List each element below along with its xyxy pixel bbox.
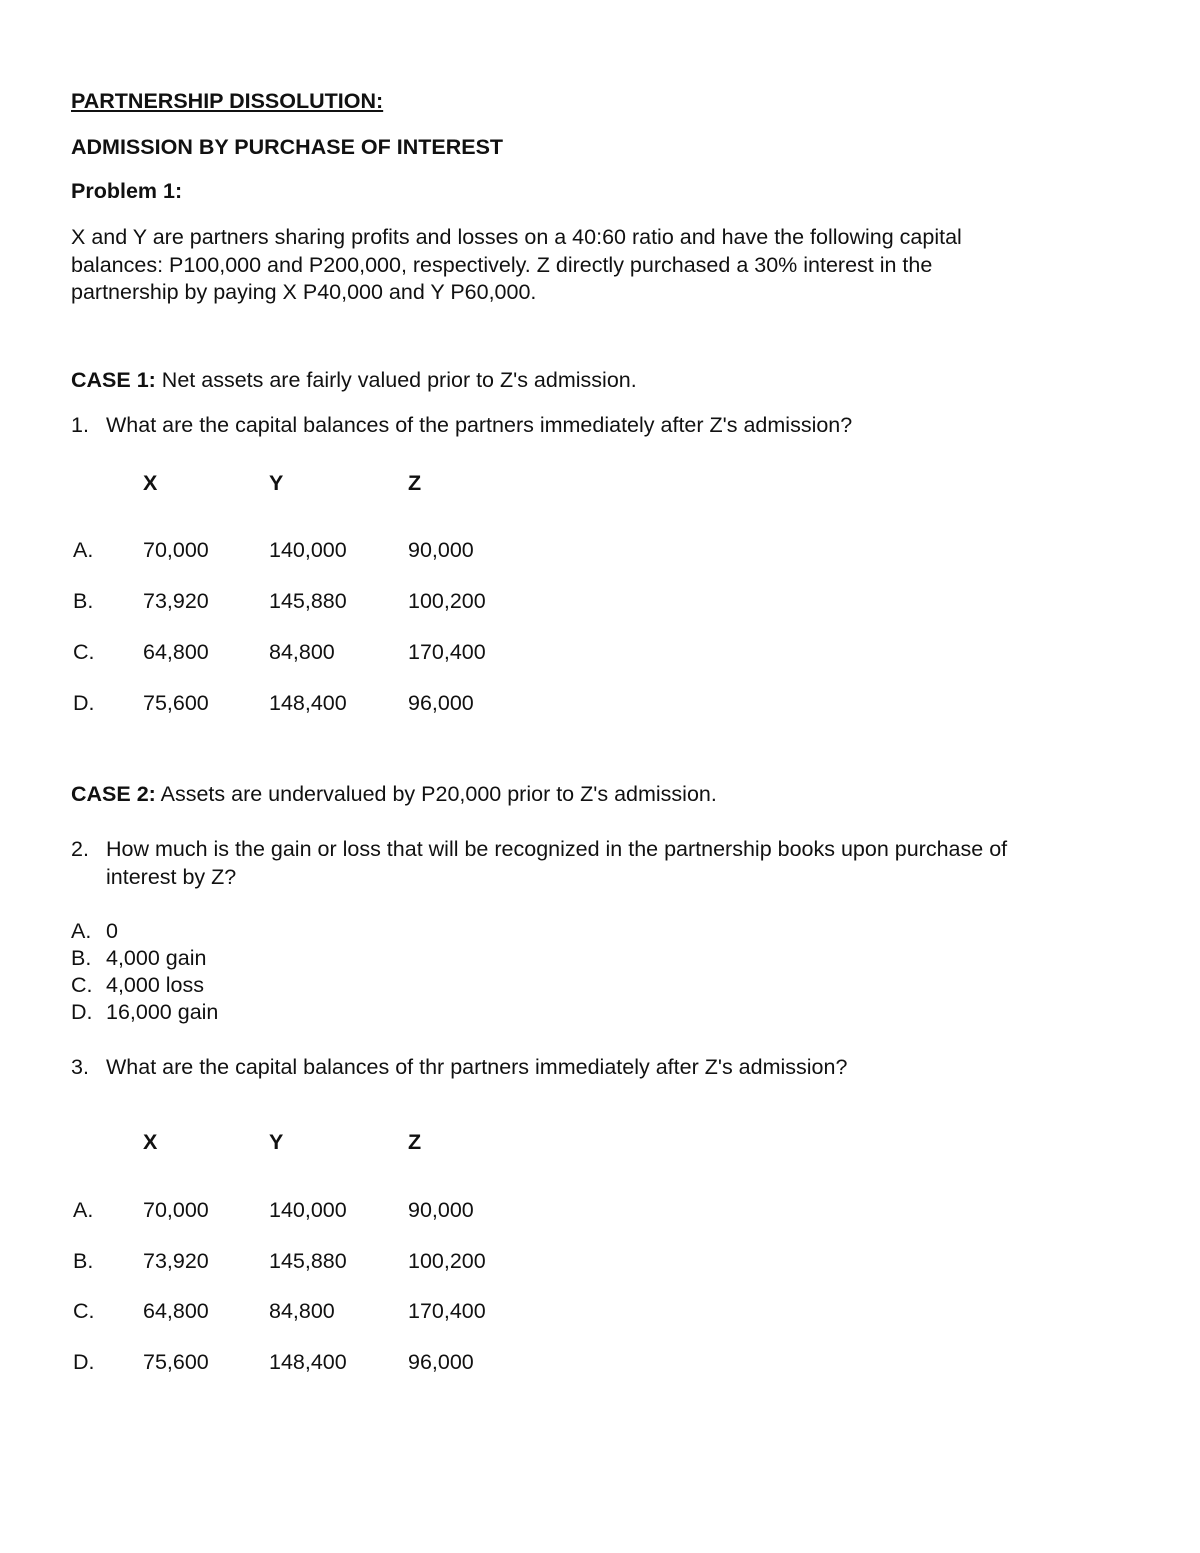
list-item bbox=[71, 999, 218, 1026]
problem-label: Problem 1: bbox=[71, 179, 183, 203]
list-item bbox=[71, 945, 218, 972]
table-cell-x: 70,000 bbox=[143, 538, 209, 562]
table-cell-x: 73,920 bbox=[143, 589, 209, 613]
case-1-text: Net assets are fairly valued prior to Z's admission. bbox=[155, 368, 637, 392]
table-row-letter: B. bbox=[73, 589, 94, 613]
table-cell-x: 75,600 bbox=[143, 691, 209, 715]
question-3-number: 3. bbox=[71, 1055, 89, 1079]
table-cell-z: 90,000 bbox=[408, 538, 474, 562]
table-cell-z: 100,200 bbox=[408, 1249, 486, 1273]
table-cell-y: 84,800 bbox=[269, 640, 335, 664]
option-text: 16,000 gain bbox=[106, 1000, 219, 1024]
document-subtitle: ADMISSION BY PURCHASE OF INTEREST bbox=[71, 135, 504, 159]
question-3-text: What are the capital balances of thr partners immediately after Z's admission? bbox=[106, 1055, 848, 1079]
table-row-letter: D. bbox=[73, 691, 95, 715]
table-cell-x: 70,000 bbox=[143, 1198, 209, 1222]
column-header-z: Z bbox=[408, 471, 422, 495]
case-1-heading bbox=[71, 368, 637, 393]
table-row-letter: C. bbox=[73, 1299, 95, 1323]
column-header-x: X bbox=[143, 1130, 158, 1154]
table-cell-x: 73,920 bbox=[143, 1249, 209, 1273]
question-2-line: interest by Z? bbox=[106, 864, 237, 889]
option-letter: D. bbox=[71, 1000, 93, 1024]
table-cell-z: 96,000 bbox=[408, 1350, 474, 1374]
table-row-letter: B. bbox=[73, 1249, 94, 1273]
table-row-letter: C. bbox=[73, 640, 95, 664]
table-cell-y: 84,800 bbox=[269, 1299, 335, 1323]
table-cell-y: 148,400 bbox=[269, 691, 347, 715]
problem-statement-line: X and Y are partners sharing profits and losses on a 40:60 ratio and have the following capital bbox=[71, 225, 962, 249]
problem-statement bbox=[71, 224, 1131, 307]
option-text: 0 bbox=[106, 919, 118, 943]
problem-statement-line: partnership by paying X P40,000 and Y P60,000. bbox=[71, 280, 537, 304]
case-2-heading bbox=[71, 782, 717, 807]
table-cell-z: 170,400 bbox=[408, 1299, 486, 1323]
question-2-options bbox=[71, 918, 218, 1026]
list-item bbox=[71, 972, 218, 999]
problem-statement-line: balances: P100,000 and P200,000, respectively. Z directly purchased a 30% interest in the bbox=[71, 252, 933, 277]
case-1-label: CASE 1: bbox=[71, 368, 156, 392]
table-cell-y: 145,880 bbox=[269, 589, 347, 613]
column-header-z: Z bbox=[408, 1130, 422, 1154]
table-cell-y: 145,880 bbox=[269, 1249, 347, 1273]
table-cell-z: 96,000 bbox=[408, 691, 474, 715]
question-2-number: 2. bbox=[71, 837, 89, 861]
table-row-letter: A. bbox=[73, 1198, 94, 1222]
table-cell-y: 148,400 bbox=[269, 1350, 347, 1374]
question-3 bbox=[71, 1055, 847, 1080]
table-row-letter: D. bbox=[73, 1350, 95, 1374]
table-cell-x: 64,800 bbox=[143, 1299, 209, 1323]
question-1 bbox=[71, 413, 852, 438]
question-1-number: 1. bbox=[71, 413, 89, 437]
question-1-text: What are the capital balances of the partners immediately after Z's admission? bbox=[106, 413, 853, 437]
table-cell-z: 100,200 bbox=[408, 589, 486, 613]
column-header-x: X bbox=[143, 471, 158, 495]
table-cell-y: 140,000 bbox=[269, 538, 347, 562]
question-2 bbox=[71, 836, 1007, 891]
table-cell-x: 75,600 bbox=[143, 1350, 209, 1374]
case-2-label: CASE 2: bbox=[71, 782, 156, 806]
table-row-letter: A. bbox=[73, 538, 94, 562]
question-2-line: How much is the gain or loss that will be recognized in the partnership books upon purchase of bbox=[106, 837, 1008, 861]
table-cell-x: 64,800 bbox=[143, 640, 209, 664]
column-header-y: Y bbox=[269, 471, 284, 495]
list-item bbox=[71, 918, 218, 945]
table-cell-y: 140,000 bbox=[269, 1198, 347, 1222]
option-letter: A. bbox=[71, 919, 92, 943]
option-letter: B. bbox=[71, 946, 92, 970]
case-2-text: Assets are undervalued by P20,000 prior to Z's admission. bbox=[155, 782, 717, 806]
option-letter: C. bbox=[71, 973, 93, 997]
document-title: PARTNERSHIP DISSOLUTION: bbox=[71, 89, 384, 113]
column-header-y: Y bbox=[269, 1130, 284, 1154]
option-text: 4,000 loss bbox=[106, 973, 205, 997]
table-cell-z: 170,400 bbox=[408, 640, 486, 664]
option-text: 4,000 gain bbox=[106, 946, 207, 970]
table-cell-z: 90,000 bbox=[408, 1198, 474, 1222]
